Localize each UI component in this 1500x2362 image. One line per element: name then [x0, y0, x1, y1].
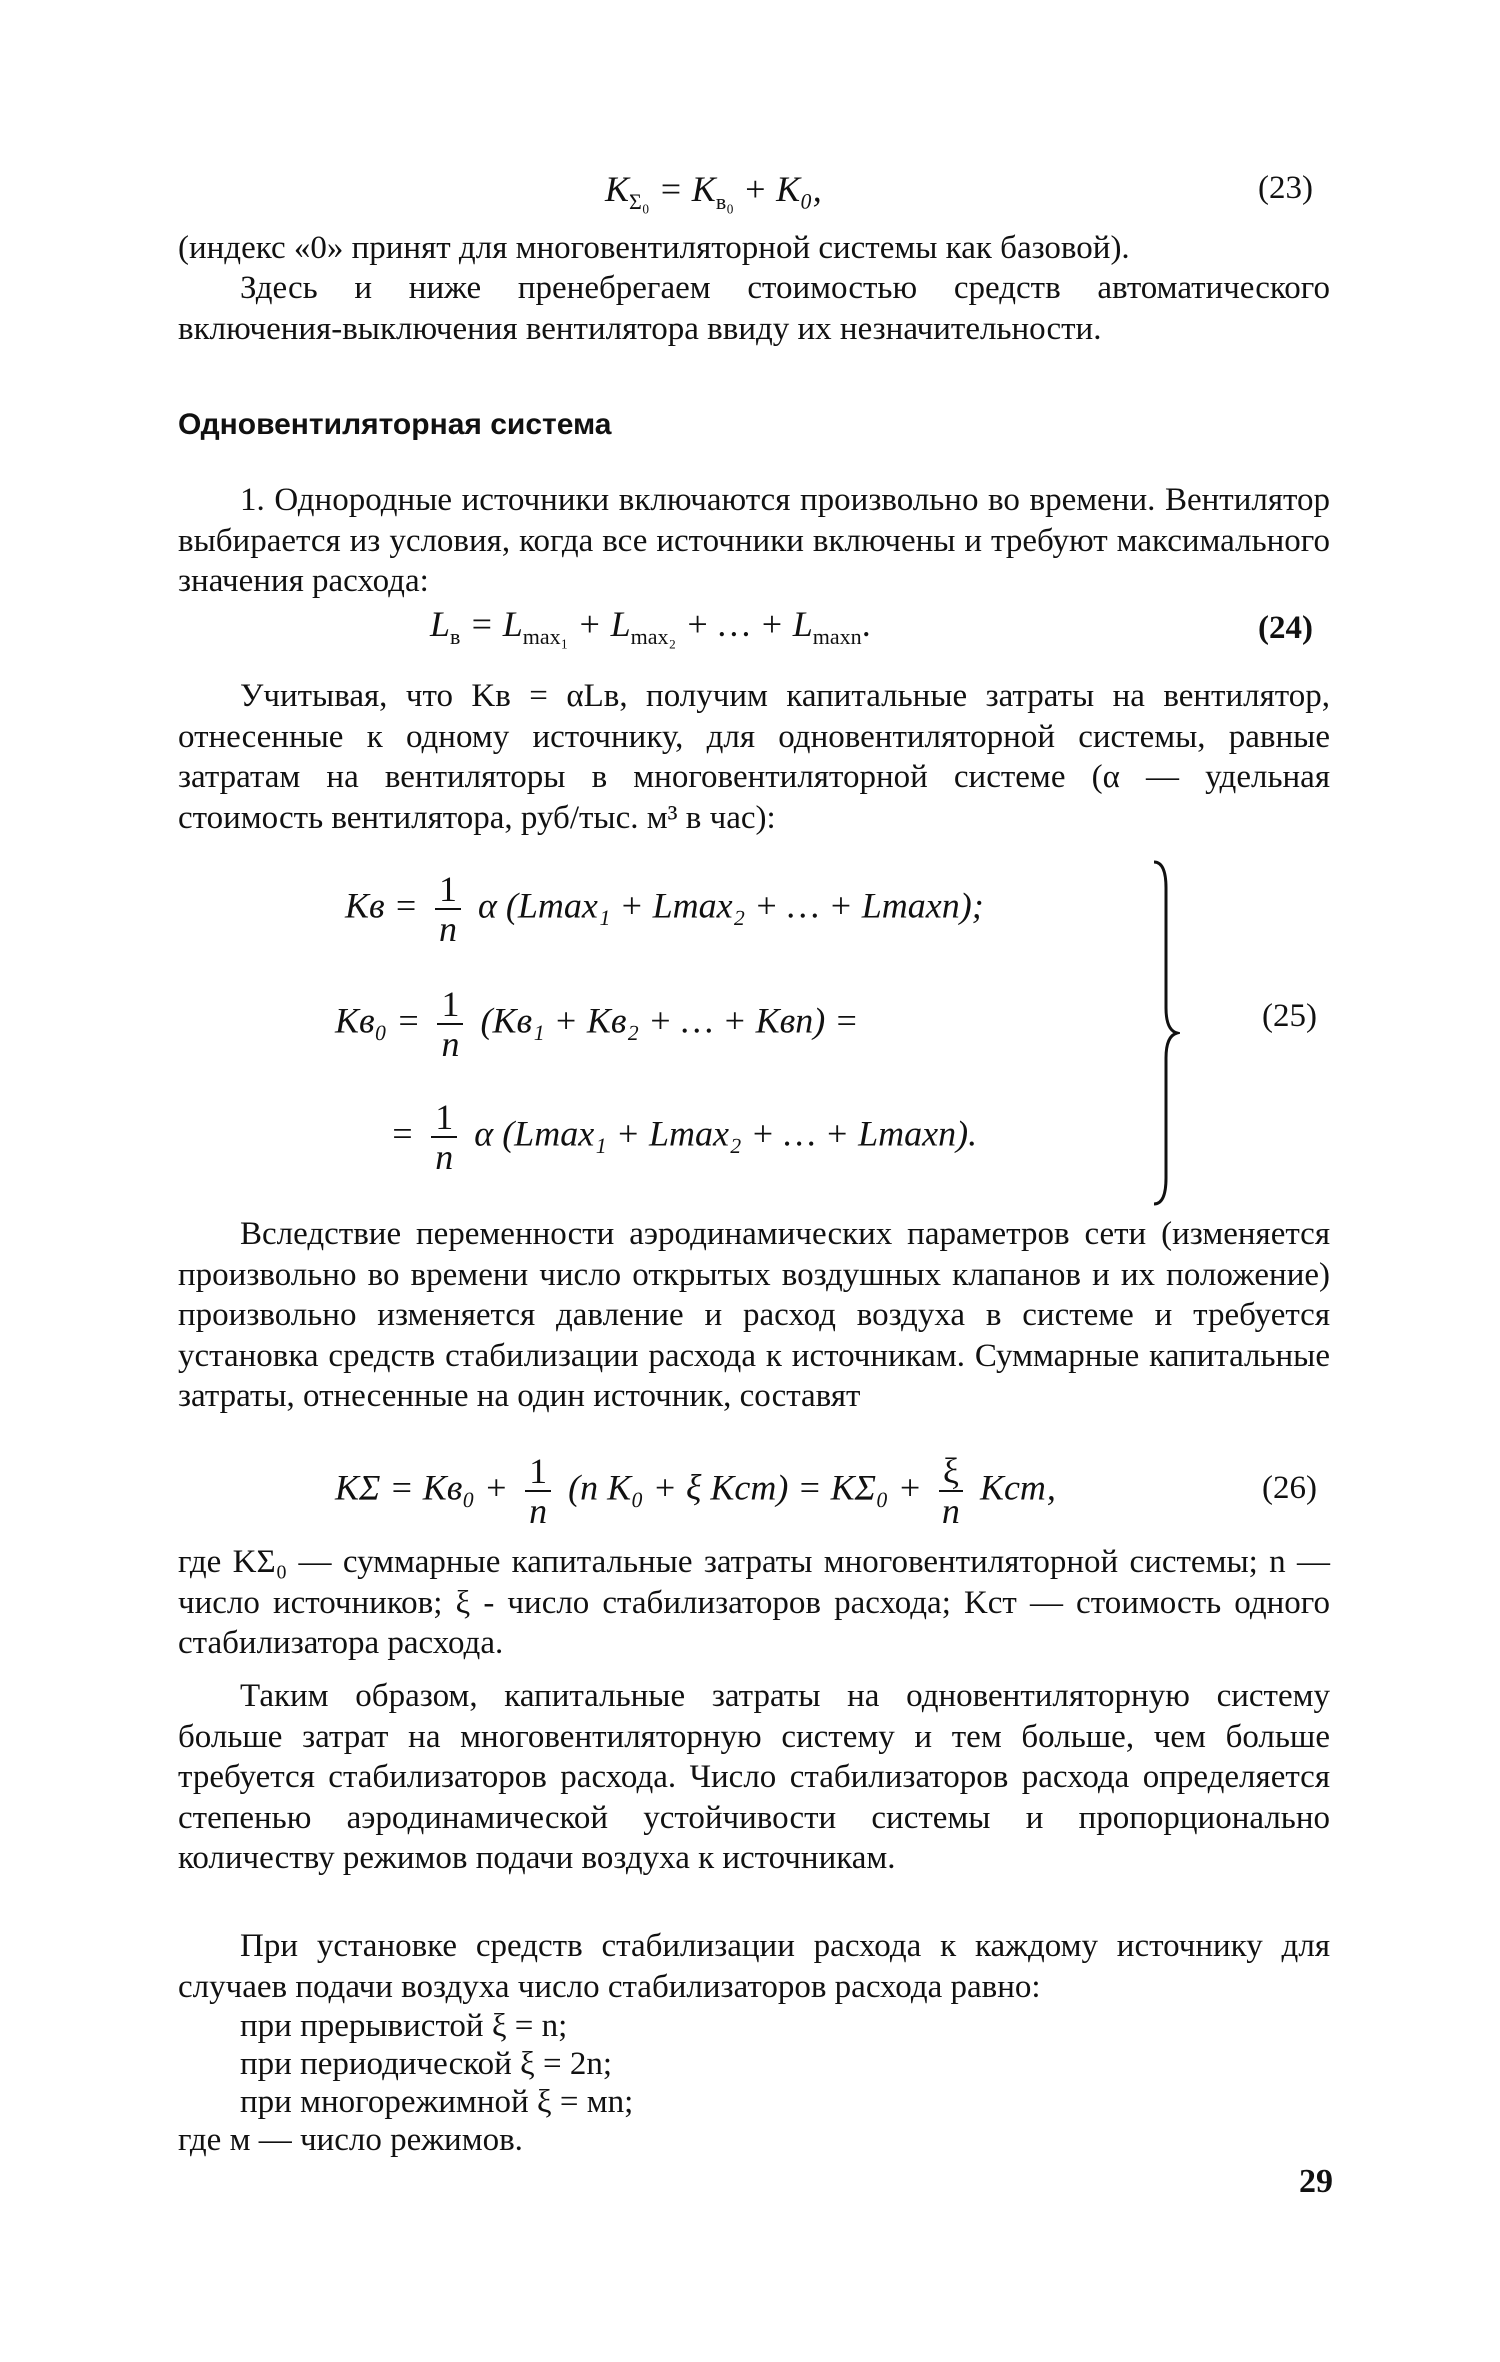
- eq25-r1-den: n: [438, 909, 457, 949]
- eq25-r2-fraction: [437, 985, 463, 1063]
- section-heading: Одновентиляторная система: [178, 408, 612, 441]
- eq25-r3-fraction: [431, 1098, 457, 1176]
- eq24-eq: = L: [469, 604, 523, 644]
- eq25-r2-num: 1: [437, 985, 463, 1025]
- eq26-den-2: n: [941, 1491, 960, 1531]
- eq25-r3-lhs: =: [390, 1113, 415, 1154]
- paragraph-considering: Учитывая, что Kв = αLв, получим капитальные затраты на вентилятор, отнесенные к одному источнику, для одновентиляторной системы, равные затратам на вентиляторы в многовентиляторной системе (α — удельная стоимость вентилятора, руб/тыс. м³ в час):: [178, 678, 1330, 836]
- paragraph-here: Здесь и ниже пренебрегаем стоимостью средств автоматического включения-выключения вентилятора ввиду их незначительности.: [178, 270, 1330, 347]
- eq26-lhs: KΣ = Kв₀ +: [335, 1467, 509, 1508]
- eq23-lhs: K: [605, 169, 630, 209]
- eq24-dots: + … + L: [685, 604, 813, 644]
- eq25-r1-lhs: Kв =: [345, 885, 418, 926]
- eq24-sub-n: maxn: [812, 624, 862, 650]
- eq26-den-1: n: [529, 1491, 548, 1531]
- eq24-lhs: L: [430, 604, 451, 644]
- system-brace: [1150, 858, 1180, 1208]
- eq25-r1-rhs: α (Lmax₁ + Lmax₂ + … + Lmaxn);: [477, 885, 984, 926]
- equation-25-row-1: [345, 870, 984, 948]
- eq24-sub-1: max₁: [522, 624, 569, 650]
- eq25-r1-fraction: [435, 870, 461, 948]
- equation-number-25: (25): [1262, 998, 1317, 1034]
- eq26-mid: (n K₀ + ξ Kст) = KΣ₀ +: [568, 1467, 922, 1508]
- eq23-lhs-sub: Σ₀: [629, 189, 650, 215]
- eq24-sub-2: max₂: [630, 624, 677, 650]
- paragraph-consequence: Вследствие переменности аэродинамических параметров сети (изменяется произвольно во времени число открытых воздушных клапанов и их положение) произвольно изменяется давление и расход воздуха в системе и требуется установка средств стабилизации расхода к источникам. Суммарные капитальные затраты, отнесенные на один источник, составят: [178, 1216, 1330, 1414]
- list-item-multimode: при многорежимной ξ = мn;: [240, 2084, 634, 2120]
- list-item-periodic: при периодической ξ = 2n;: [240, 2046, 613, 2082]
- eq25-r2-rhs: (Kв₁ + Kв₂ + … + Kвn) =: [480, 1000, 859, 1041]
- paragraph-where-1: где KΣ₀ — суммарные капитальные затраты многовентиляторной системы; n — число источников; ξ - число стабилизаторов расхода; Kст — стоимость одного стабилизатора расхода.: [178, 1544, 1330, 1661]
- eq26-end: Kст,: [979, 1467, 1056, 1508]
- eq25-r3-den: n: [435, 1137, 454, 1177]
- equation-number-23: (23): [1258, 170, 1313, 206]
- page-number: 29: [1299, 2163, 1333, 2200]
- paragraph-where-2: где м — число режимов.: [178, 2122, 523, 2158]
- paragraph-installation: При установке средств стабилизации расхода к каждому источнику для случаев подачи воздуха число стабилизаторов расхода равно:: [178, 1928, 1330, 2005]
- eq25-r3-num: 1: [431, 1098, 457, 1138]
- eq23-mid: = K: [658, 169, 716, 209]
- eq25-r3-rhs: α (Lmax₁ + Lmax₂ + … + Lmaxn).: [474, 1113, 978, 1154]
- eq24-plus-1: + L: [577, 604, 631, 644]
- equation-number-26: (26): [1262, 1470, 1317, 1506]
- equation-number-24: (24): [1258, 610, 1313, 646]
- equation-25-row-3: [390, 1098, 977, 1176]
- paragraph-thus: Таким образом, капитальные затраты на одновентиляторную систему больше затрат на многовентиляторную систему и тем больше, чем больше требуется стабилизаторов расхода. Число стабилизаторов расхода определяется степенью аэродинамической устойчивости системы и пропорционально количеству режимов подачи воздуха к источникам.: [178, 1678, 1330, 1876]
- eq26-fraction-2: [939, 1452, 963, 1530]
- eq25-r2-lhs: Kв₀ =: [335, 1000, 421, 1041]
- list-item-intermittent: при прерывистой ξ = n;: [240, 2008, 568, 2044]
- paragraph-item-1: 1. Однородные источники включаются произвольно во времени. Вентилятор выбирается из условия, когда все источники включены и требуют максимального значения расхода:: [178, 482, 1330, 599]
- equation-24: [430, 603, 871, 650]
- paragraph-index: (индекс «0» принят для многовентиляторной системы как базовой).: [178, 230, 1130, 266]
- equation-26: [335, 1452, 1056, 1530]
- eq24-end: .: [861, 604, 871, 644]
- eq23-rhs: + K₀,: [742, 169, 822, 209]
- eq24-lhs-sub: в: [450, 624, 461, 650]
- eq23-mid-sub: в₀: [715, 189, 734, 215]
- eq25-r2-den: n: [441, 1024, 460, 1064]
- eq26-num-2: ξ: [939, 1452, 963, 1492]
- eq26-num-1: 1: [525, 1452, 551, 1492]
- equation-23: [605, 168, 822, 215]
- eq25-r1-num: 1: [435, 870, 461, 910]
- eq26-fraction-1: [525, 1452, 551, 1530]
- equation-25-row-2: [335, 985, 859, 1063]
